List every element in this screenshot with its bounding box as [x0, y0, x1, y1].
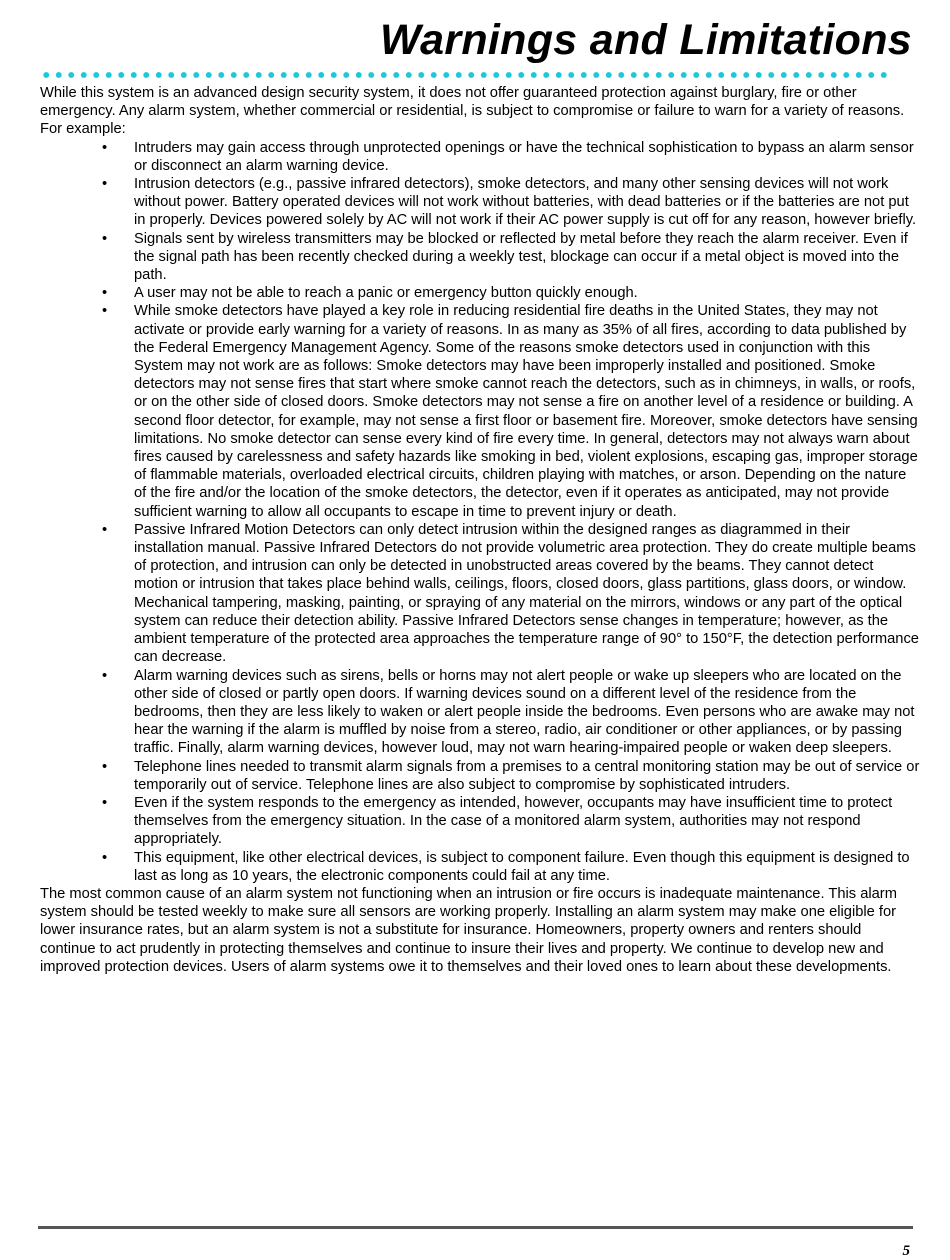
bullet-icon: •	[102, 230, 108, 247]
bullet-icon: •	[102, 758, 108, 775]
list-item	[40, 175, 920, 230]
warnings-list	[40, 139, 920, 885]
closing-paragraph: The most common cause of an alarm system not functioning when an intrusion or fire occurs is inadequate maintenance. This alarm system should be tested weekly to make sure all sensors are working properly. Installing an alarm system may make one eligible for lower insurance rates, but an alarm system is not a substitute for insurance. Homeowners, property owners and renters should continue to act prudently in protecting themselves and continue to insure their lives and property. We continue to develop new and improved protection devices. Users of alarm systems owe it to themselves and their loved ones to learn about these developments.	[40, 885, 897, 975]
footer-rule	[38, 1226, 913, 1229]
list-item	[40, 849, 920, 885]
list-item-text: This equipment, like other electrical devices, is subject to component failure. Even though this equipment is designed to last as long as 10 years, the electronic components could fail at any time.	[134, 849, 910, 884]
for-example-label: For example:	[40, 121, 126, 138]
list-item	[40, 230, 920, 285]
bullet-icon: •	[102, 139, 108, 156]
list-item	[40, 302, 920, 520]
list-item	[40, 667, 920, 758]
intro-paragraph: While this system is an advanced design security system, it does not offer guaranteed protection against burglary, fire or other emergency. Any alarm system, whether commercial or residential, is subject to compromise or failure to warn for a variety of reasons.	[40, 85, 905, 120]
list-item	[40, 758, 920, 794]
dotted-divider	[40, 70, 890, 80]
list-item-text: Alarm warning devices such as sirens, bells or horns may not alert people or wake up sleepers who are located on the other side of closed or partly open doors. If warning devices sound on a different level of the residence from the bedrooms, then they are less likely to waken or alert people inside the bedrooms. Even persons who are awake may not hear the warning if the alarm is muffled by noise from a stereo, radio, air conditioner or other appliances, or by passing traffic. Finally, alarm warning devices, however loud, may not warn hearing-impaired people or waken deep sleepers.	[134, 667, 915, 757]
list-item-text: Intruders may gain access through unprotected openings or have the technical sophistication to bypass an alarm sensor or disconnect an alarm warning device.	[134, 139, 914, 174]
page-title: Warnings and Limitations	[380, 16, 912, 64]
document-body	[40, 84, 920, 976]
list-item-text: Even if the system responds to the emergency as intended, however, occupants may have insufficient time to protect themselves from the emergency situation. In the case of a monitored alarm system, authorities may not respond appropriately.	[134, 794, 893, 848]
bullet-icon: •	[102, 303, 108, 320]
list-item-text: Signals sent by wireless transmitters may be blocked or reflected by metal before they reach the alarm receiver. Even if the signal path has been recently checked during a weekly test, blockage can occur if a metal object is moved into the path.	[134, 230, 908, 284]
page-number: 5	[902, 1243, 910, 1259]
bullet-icon: •	[102, 176, 108, 193]
bullet-icon: •	[102, 794, 108, 811]
bullet-icon: •	[102, 285, 108, 302]
list-item	[40, 521, 920, 667]
list-item-text: A user may not be able to reach a panic or emergency button quickly enough.	[134, 285, 638, 302]
list-item-text: While smoke detectors have played a key role in reducing residential fire deaths in the United States, they may not activate or provide early warning for a variety of reasons. In as many as 35% of all fires, according to data published by the Federal Emergency Management Agency. Some of the reasons smoke detectors used in conjunction with this System may not work are as follows: Smoke detectors may have been improperly installed and positioned. Smoke detectors may not sense fires that start where smoke cannot reach the detectors, such as in chimneys, in walls, or roofs, or on the other side of closed doors. Smoke detectors may not sense a fire on another level of a residence or building. A second floor detector, for example, may not sense a first floor or basement fire. Moreover, smoke detectors have sensing limitations. No smoke detector can sense every kind of fire every time. In general, detectors may not always warn about fires caused by carelessness and safety hazards like smoking in bed, violent explosions, escaping gas, improper storage of flammable materials, overloaded electrical circuits, children playing with matches, or arson. Depending on the nature of the fire and/or the location of the smoke detectors, the detector, even if it operates as anticipated, may not provide sufficient warning to allow all occupants to escape in time to prevent injury or death.	[134, 303, 918, 520]
list-item	[40, 139, 920, 175]
list-item-text: Passive Infrared Motion Detectors can only detect intrusion within the designed ranges as diagrammed in their installation manual. Passive Infrared Detectors do not provide volumetric area protection. They do create multiple beams of protection, and intrusion can only be detected in unobstructed areas covered by the beams. They cannot detect motion or intrusion that takes place behind walls, ceilings, floors, closed doors, glass partitions, glass doors, or window. Mechanical tampering, masking, painting, or spraying of any material on the mirrors, windows or any part of the optical system can reduce their detection ability. Passive Infrared Detectors sense changes in temperature; however, as the ambient temperature of the protected area approaches the temperature range of 90° to 150°F, the detection performance can decrease.	[134, 521, 919, 666]
bullet-icon: •	[102, 521, 108, 538]
list-item	[40, 284, 920, 302]
bullet-icon: •	[102, 667, 108, 684]
list-item	[40, 794, 920, 849]
bullet-icon: •	[102, 849, 108, 866]
list-item-text: Telephone lines needed to transmit alarm signals from a premises to a central monitoring station may be out of service or temporarily out of service. Telephone lines are also subject to compromise by sophisticated intruders.	[134, 758, 920, 793]
list-item-text: Intrusion detectors (e.g., passive infrared detectors), smoke detectors, and many other sensing devices will not work without power. Battery operated devices will not work without batteries, with dead batteries or if the batteries are not put in properly. Devices powered solely by AC will not work if their AC power supply is cut off for any reason, however briefly.	[134, 176, 917, 229]
